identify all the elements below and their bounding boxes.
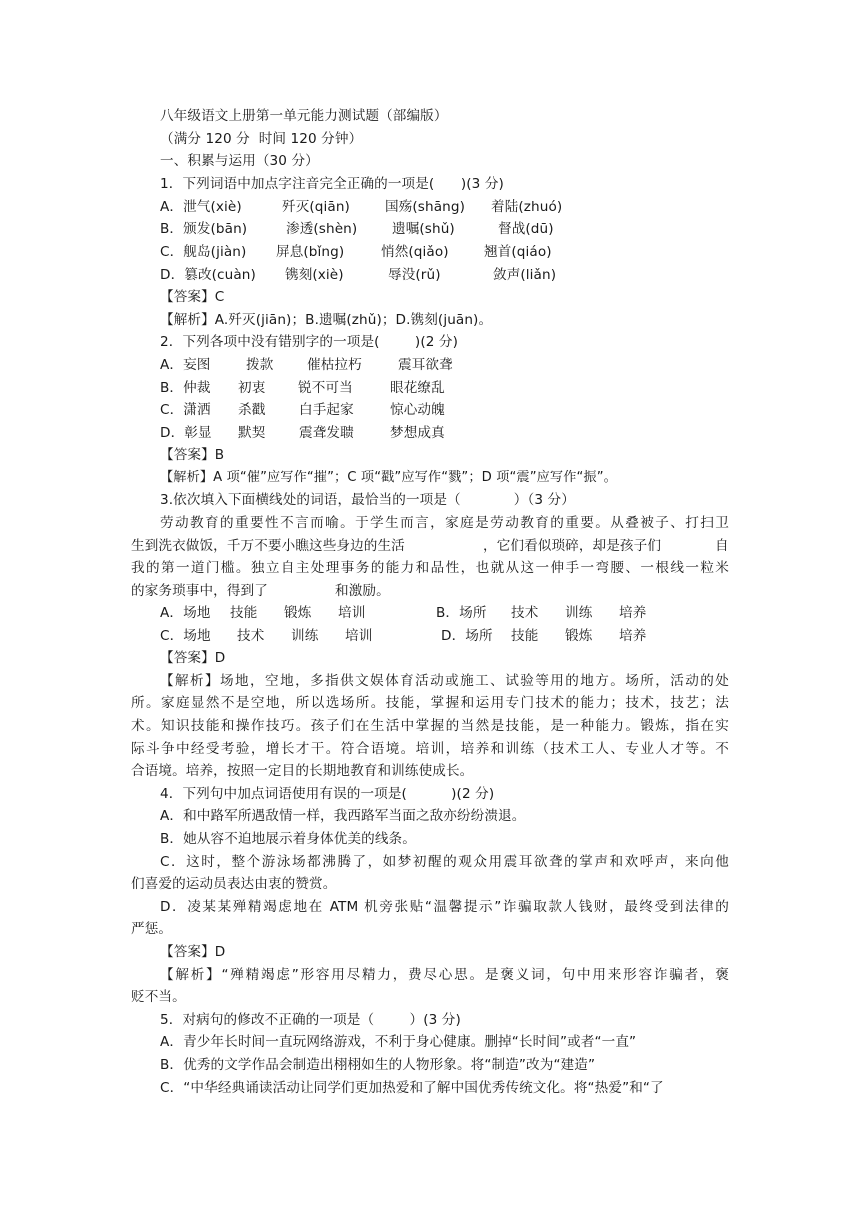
q4-stem: 4．下列句中加点词语使用有误的一项是( )(2 分) [160,786,495,802]
q1-stem: 1．下列词语中加点字注音完全正确的一项是( )(3 分) [160,176,504,192]
q2-c-2: 杀戳 [238,402,266,418]
q3-d-2: 技能 [511,628,539,644]
q3-b-4: 培养 [619,605,647,621]
q2-b-3: 锐不可当 [298,380,353,396]
q3-c-1: C．场地 [160,628,211,644]
q1-a-2: 歼灭(qiān) [282,199,350,215]
q2-d-1: D．彰显 [160,425,212,441]
q2-stem: 2．下列各项中没有错别字的一项是( )(2 分) [160,334,458,350]
q3-c-4: 培训 [345,628,373,644]
q3-c-2: 技术 [237,628,265,644]
q2-a-1: A．妄图 [160,357,211,373]
q3-passage-seg-2: ，它们看似琐碎，却是孩子们 [483,538,662,554]
q4-option-c-line-2: 们喜爱的运动员表达由衷的赞赏。 [131,876,337,892]
q3-analysis-line-4: 际斗争中经受考验，增长才干。符合语境。培训，培养和训练（技术工人、专业人才等。不 [131,741,729,757]
q3-d-4: 培养 [619,628,647,644]
q2-c-4: 惊心动魄 [390,402,445,418]
q1-c-1: C．舰岛(jiàn) [160,244,247,260]
exam-meta: （满分 120 分 时间 120 分钟） [160,131,363,147]
q5-option-a: A．青少年长时间一直玩网络游戏，不利于身心健康。删掉“长时间”或者“一直” [160,1034,637,1050]
q2-a-2: 拨款 [246,357,274,373]
q3-analysis-line-3: 术。知识技能和操作技巧。孩子们在生活中掌握的当然是技能，是一种能力。锻炼，指在实 [131,718,729,734]
q1-a-3: 国殇(shāng) [385,199,465,215]
section-heading: 一、积累与运用（30 分） [160,153,319,169]
q3-passage-seg-1: 生到洗衣做饭，千万不要小瞧这些身边的生活 [131,538,405,554]
q3-passage-line-3: 我的第一道门槛。独立自主处理事务的能力和品性，也就从这一伸手一弯腰、一根线一粒米 [131,560,729,576]
q5-stem: 5．对病句的修改不正确的一项是（ ）(3 分) [160,1012,461,1028]
q3-b-1: B．场所 [436,605,487,621]
q1-c-4: 翘首(qiáo) [484,244,552,260]
q3-passage-seg-4: 的家务琐事中，得到了 [131,583,268,599]
q3-a-2: 技能 [230,605,258,621]
q1-c-2: 屏息(bǐng) [276,244,345,260]
q1-b-4: 督战(dū) [498,221,554,237]
q2-analysis: 【解析】A 项“催”应写作“摧”；C 项“戳”应写作“戮”；D 项“震”应写作“振”。 [160,470,617,485]
q5-option-b: B．优秀的文学作品会制造出栩栩如生的人物形象。将“制造”改为“建造” [160,1057,596,1073]
q3-d-1: D．场所 [441,628,493,644]
q3-stem: 3.依次填入下面横线处的词语，最恰当的一项是（ ）（3 分） [160,492,575,508]
q1-d-2: 镌刻(xiè) [285,267,344,283]
q3-b-2: 技术 [511,605,539,621]
q2-d-2: 默契 [238,425,266,441]
q3-analysis-line-5: 合语境。培养，按照一定目的长期地教育和训练使成长。 [131,763,474,779]
q4-option-b: B．她从容不迫地展示着身体优美的线条。 [160,831,416,847]
q4-option-d-line-2: 严惩。 [131,921,173,937]
q4-option-a: A．和中路军所遇敌情一样，我西路军当面之敌亦纷纷溃退。 [160,808,526,824]
q3-passage-line-1: 劳动教育的重要性不言而喻。于学生而言，家庭是劳动教育的重要。从叠被子、打扫卫 [160,515,729,531]
q4-option-d-line-1: D．凌某某殚精竭虑地在 ATM 机旁张贴“温馨提示”诈骗取款人钱财，最终受到法律的 [160,899,729,915]
q1-b-3: 遗嘱(shǔ) [392,221,455,237]
q2-a-3: 催枯拉朽 [307,357,362,373]
q1-c-3: 悄然(qiǎo) [381,244,449,260]
q2-d-3: 震聋发聩 [299,425,354,441]
q1-d-1: D．篡改(cuàn) [160,267,256,283]
q2-answer: 【答案】B [160,447,225,463]
q1-b-2: 渗透(shèn) [286,221,358,237]
q3-b-3: 训练 [565,605,593,621]
q3-answer: 【答案】D [160,650,226,666]
q2-d-4: 梦想成真 [390,425,445,441]
q2-a-4: 震耳欲聋 [398,357,453,373]
q4-answer: 【答案】D [160,944,226,960]
q1-b-1: B．颁发(bān) [160,221,248,237]
q3-passage-seg-5: 和激励。 [335,583,390,599]
q1-d-4: 敛声(liǎn) [493,267,557,283]
q3-d-3: 锻炼 [565,628,593,644]
q3-c-3: 训练 [291,628,319,644]
q3-a-3: 锻炼 [284,605,312,621]
q5-option-c: C．“中华经典诵读活动让同学们更加热爱和了解中国优秀传统文化。将“热爱”和“了 [160,1080,664,1096]
q2-c-3: 白手起家 [299,402,354,418]
q3-analysis-line-1: 【解析】场地，空地，多指供文娱体育活动或施工、试验等用的地方。场所，活动的处 [160,673,729,689]
document-title: 八年级语文上册第一单元能力测试题（部编版） [160,108,448,124]
q2-b-4: 眼花缭乱 [390,380,445,396]
q2-b-2: 初衷 [238,380,266,396]
q1-a-4: 着陆(zhuó) [491,199,563,215]
q4-analysis-line-2: 贬不当。 [131,989,186,1005]
q3-passage-seg-3: 自 [715,538,729,554]
q1-d-3: 辱没(rǔ) [388,267,441,283]
q1-a-1: A．泄气(xiè) [160,199,242,215]
q1-answer: 【答案】C [160,289,225,305]
q3-a-1: A．场地 [160,605,211,621]
q4-analysis-line-1: 【解析】“殚精竭虑”形容用尽精力，费尽心思。是褒义词，句中用来形容诈骗者，褒 [160,967,729,983]
q3-analysis-line-2: 所。家庭显然不是空地，所以选场所。技能，掌握和运用专门技术的能力；技术，技艺；法 [131,695,729,711]
q1-analysis: 【解析】A.歼灭(jiān)；B.遗嘱(zhǔ)；D.镌刻(juān)。 [160,312,493,328]
q4-option-c-line-1: C．这时，整个游泳场都沸腾了，如梦初醒的观众用震耳欲聋的掌声和欢呼声，来向他 [160,854,729,870]
q2-c-1: C．潇洒 [160,402,211,418]
q2-b-1: B．仲裁 [160,380,211,396]
q3-a-4: 培训 [338,605,366,621]
